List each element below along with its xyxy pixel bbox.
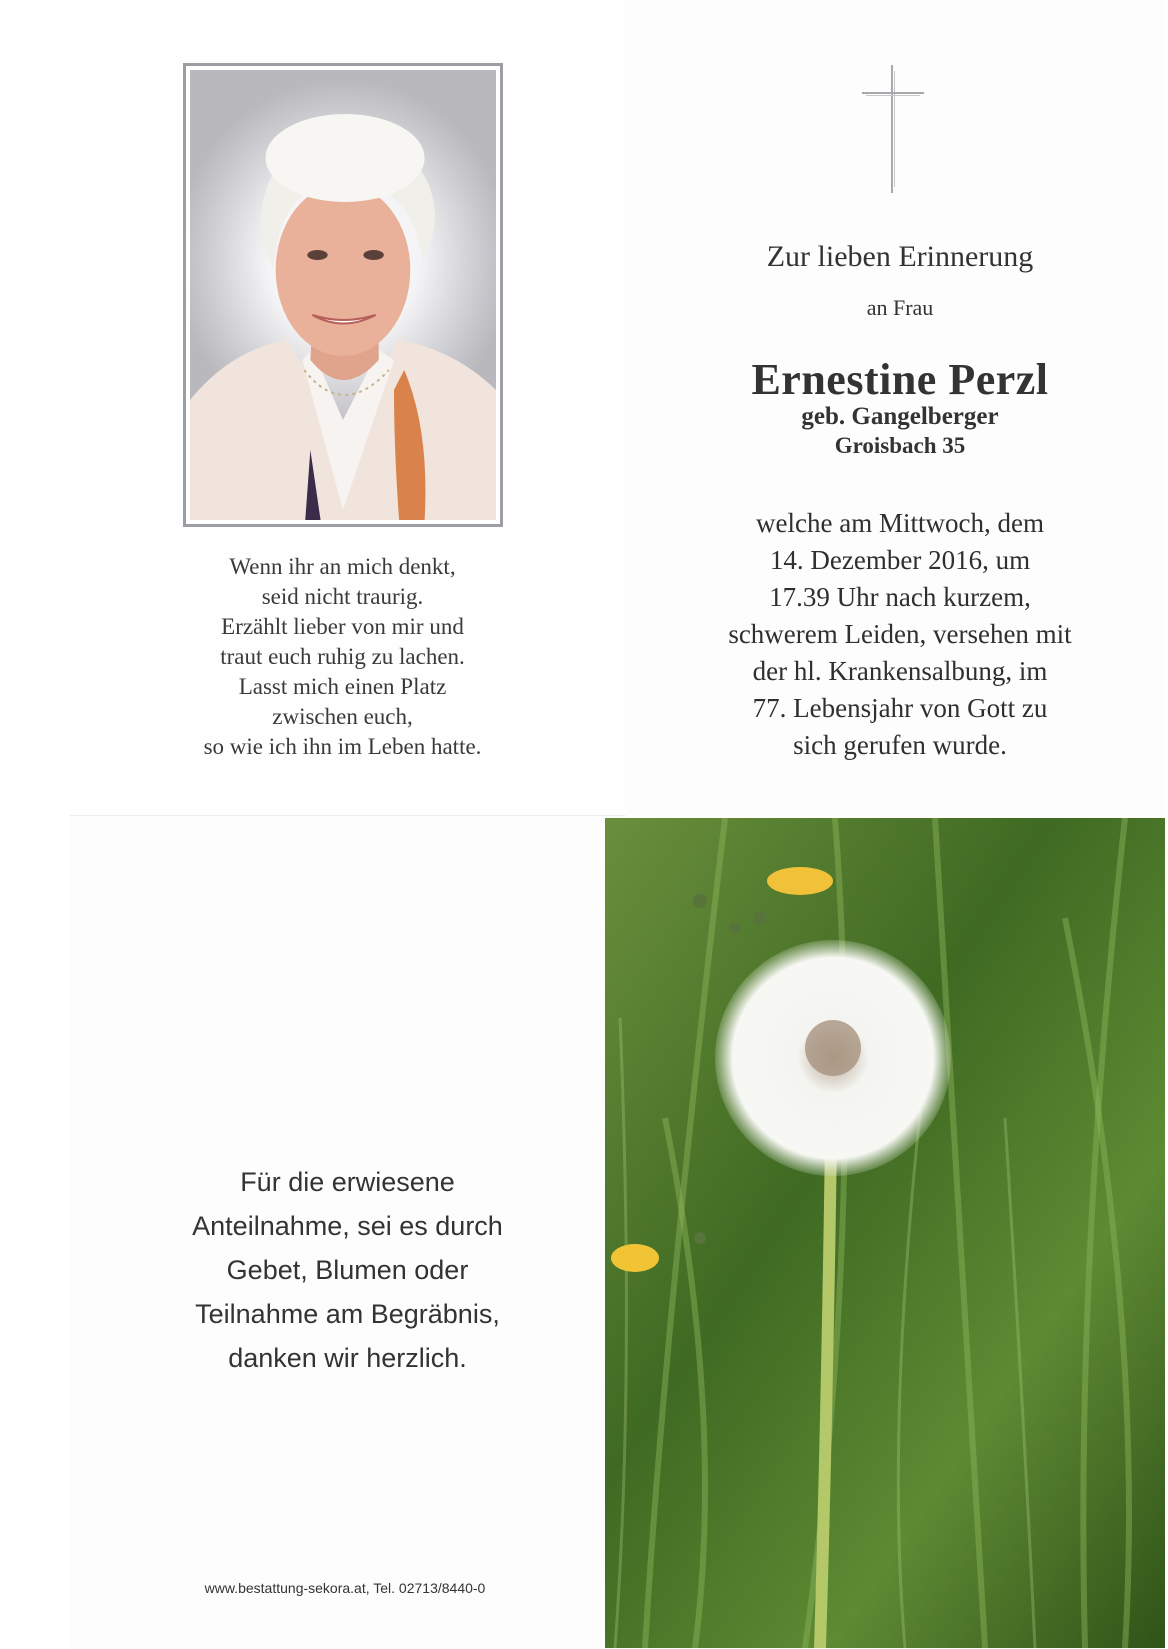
deceased-name: Ernestine Perzl bbox=[751, 355, 1049, 404]
salutation: an Frau bbox=[866, 295, 934, 320]
notice-line: welche am Mittwoch, dem bbox=[756, 508, 1044, 538]
notice-line: 17.39 Uhr nach kurzem, bbox=[769, 582, 1031, 612]
thanks-message bbox=[150, 1160, 545, 1380]
thanks-line: Teilnahme am Begräbnis, bbox=[195, 1299, 500, 1329]
poem-line: so wie ich ihn im Leben hatte. bbox=[203, 734, 482, 759]
thanks-line: danken wir herzlich. bbox=[228, 1343, 467, 1373]
thanks-line: Für die erwiesene bbox=[240, 1167, 455, 1197]
cross-icon bbox=[862, 65, 924, 193]
portrait-photo bbox=[190, 70, 496, 520]
memorial-intro: Zur lieben Erinnerung bbox=[766, 240, 1034, 273]
dandelion-photo bbox=[605, 818, 1165, 1648]
notice-line: der hl. Krankensalbung, im bbox=[752, 656, 1048, 686]
poem-line: Wenn ihr an mich denkt, bbox=[229, 554, 456, 579]
poem-line: Erzählt lieber von mir und bbox=[221, 614, 464, 639]
portrait-frame bbox=[183, 63, 503, 527]
death-notice bbox=[680, 505, 1120, 764]
poem bbox=[150, 552, 535, 762]
portrait-illustration bbox=[190, 70, 496, 520]
thanks-line: Gebet, Blumen oder bbox=[226, 1255, 469, 1285]
address: Groisbach 35 bbox=[834, 433, 966, 458]
poem-line: traut euch ruhig zu lachen. bbox=[220, 644, 465, 669]
poem-line: seid nicht traurig. bbox=[261, 584, 424, 609]
notice-line: schwerem Leiden, versehen mit bbox=[728, 619, 1072, 649]
poem-line: Lasst mich einen Platz bbox=[238, 674, 447, 699]
notice-line: 77. Lebensjahr von Gott zu bbox=[752, 693, 1048, 723]
meadow-illustration bbox=[605, 818, 1165, 1648]
notice-line: 14. Dezember 2016, um bbox=[769, 545, 1031, 575]
maiden-name: geb. Gangelberger bbox=[801, 403, 999, 430]
funeral-home-contact: www.bestattung-sekora.at, Tel. 02713/8440-0 bbox=[204, 1580, 486, 1596]
thanks-line: Anteilnahme, sei es durch bbox=[192, 1211, 503, 1241]
notice-line: sich gerufen wurde. bbox=[793, 730, 1007, 760]
poem-line: zwischen euch, bbox=[272, 704, 413, 729]
